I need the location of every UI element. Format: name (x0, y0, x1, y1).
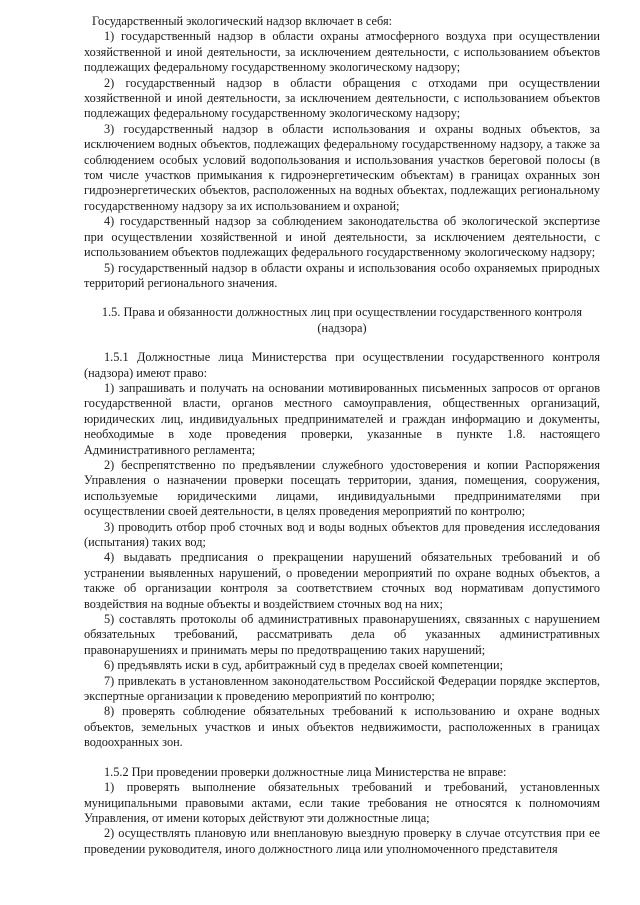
list-item: 2) государственный надзор в области обращения с отходами при осуществлении хозяйственной и иной деятельности, за исключением деятельности, с использованием объектов подлежащих федеральному государственному экологическому надзору; (84, 75, 600, 121)
list-item: 2) осуществлять плановую или внеплановую выездную проверку в случае отсутствия при ее проведении руководителя, иного должностного лица или уполномоченного представителя (84, 826, 600, 856)
list-item: 5) составлять протоколы об административных правонарушениях, связанных с нарушением обязательных требований, рассматривать дела об указанных административных правонарушениях и принимать меры по предотвращению таких нарушений; (84, 612, 600, 657)
list-item: 3) проводить отбор проб сточных вод и воды водных объектов для проведения исследования (испытания) таких вод; (84, 519, 600, 549)
list-item: 5) государственный надзор в области охраны и использования особо охраняемых природных территорий регионального значения. (84, 260, 600, 290)
list-item: 2) беспрепятственно по предъявлении служебного удостоверения и копии Распоряжения Управления о назначении проверки посещать территории, здания, помещения, сооружения, используемые юридическими лицами, индивидуальными предпринимателями при осуществлении своей деятельности, в целях проведения мероприятий по контролю; (84, 457, 600, 519)
section-paragraph: 1.5.1 Должностные лица Министерства при осуществлении государственного контроля (надзора) имеют право: (84, 350, 600, 380)
spacer (84, 751, 600, 765)
section-paragraph: 1.5.2 При проведении проверки должностные лица Министерства не вправе: (104, 764, 507, 779)
list-item: 6) предъявлять иски в суд, арбитражный суд в пределах своей компетенции; (104, 658, 503, 673)
list-item: 1) государственный надзор в области охраны атмосферного воздуха при осуществлении хозяйственной и иной деятельности, за исключением деятельности, с использованием объектов подлежащих федеральному государственному экологическому надзору; (84, 29, 600, 75)
list-item: 8) проверять соблюдение обязательных требований к использованию и охране водных объектов, земельных участков и иных объектов недвижимости, расположенных в границах водоохранных зон. (84, 704, 600, 750)
list-item: 4) выдавать предписания о прекращении нарушений обязательных требований и об устранении выявленных нарушений, о проведении мероприятий по охране водных объектов, а также об организации контроля за соответствием сточных вод нормативам допустимого воздействия на водные объекты и воздействием сточных вод на них; (84, 550, 600, 611)
list-item: 3) государственный надзор в области использования и охраны водных объектов, за исключением водных объектов, подлежащих федеральному государственному надзору, а также за соблюдением особых условий водопользования и использования участков береговой полосы (в том числе участков примыкания к гидроэнергетическим объектам) в границах охранных зон гидроэнергетических объектов, расположенных на водных объектах, подлежащих региональному государственному надзору за их использованием и охраной; (84, 121, 600, 213)
section-heading: 1.5. Права и обязанности должностных лиц при осуществлении государственного контроля (надзора) (101, 305, 583, 335)
list-item: 4) государственный надзор за соблюдением законодательства об экологической экспертизе при осуществлении хозяйственной и иной деятельности, за исключением деятельности, с использованием объектов подлежащих федерального государственному экологическому надзору; (84, 214, 600, 260)
list-item: 1) запрашивать и получать на основании мотивированных письменных запросов от органов государственной власти, органов местного самоуправления, общественных организаций, юридических лиц, индивидуальных предпринимателей и граждан информацию и документы, необходимые в ходе проведения проверки, указанные в пункте 1.8. настоящего Административного регламента; (84, 380, 600, 457)
list-item: 7) привлекать в установленном законодательством Российской Федерации порядке экспертов, экспертные организации к проведению мероприятий по контролю; (84, 673, 600, 704)
intro-paragraph: Государственный экологический надзор включает в себя: (92, 14, 393, 28)
list-item: 1) проверять выполнение обязательных требований и требований, установленных муниципальными правовыми актами, если такие требования не относятся к полномочиям Управления, от имени которых действуют эти должностные лица; (84, 780, 600, 825)
